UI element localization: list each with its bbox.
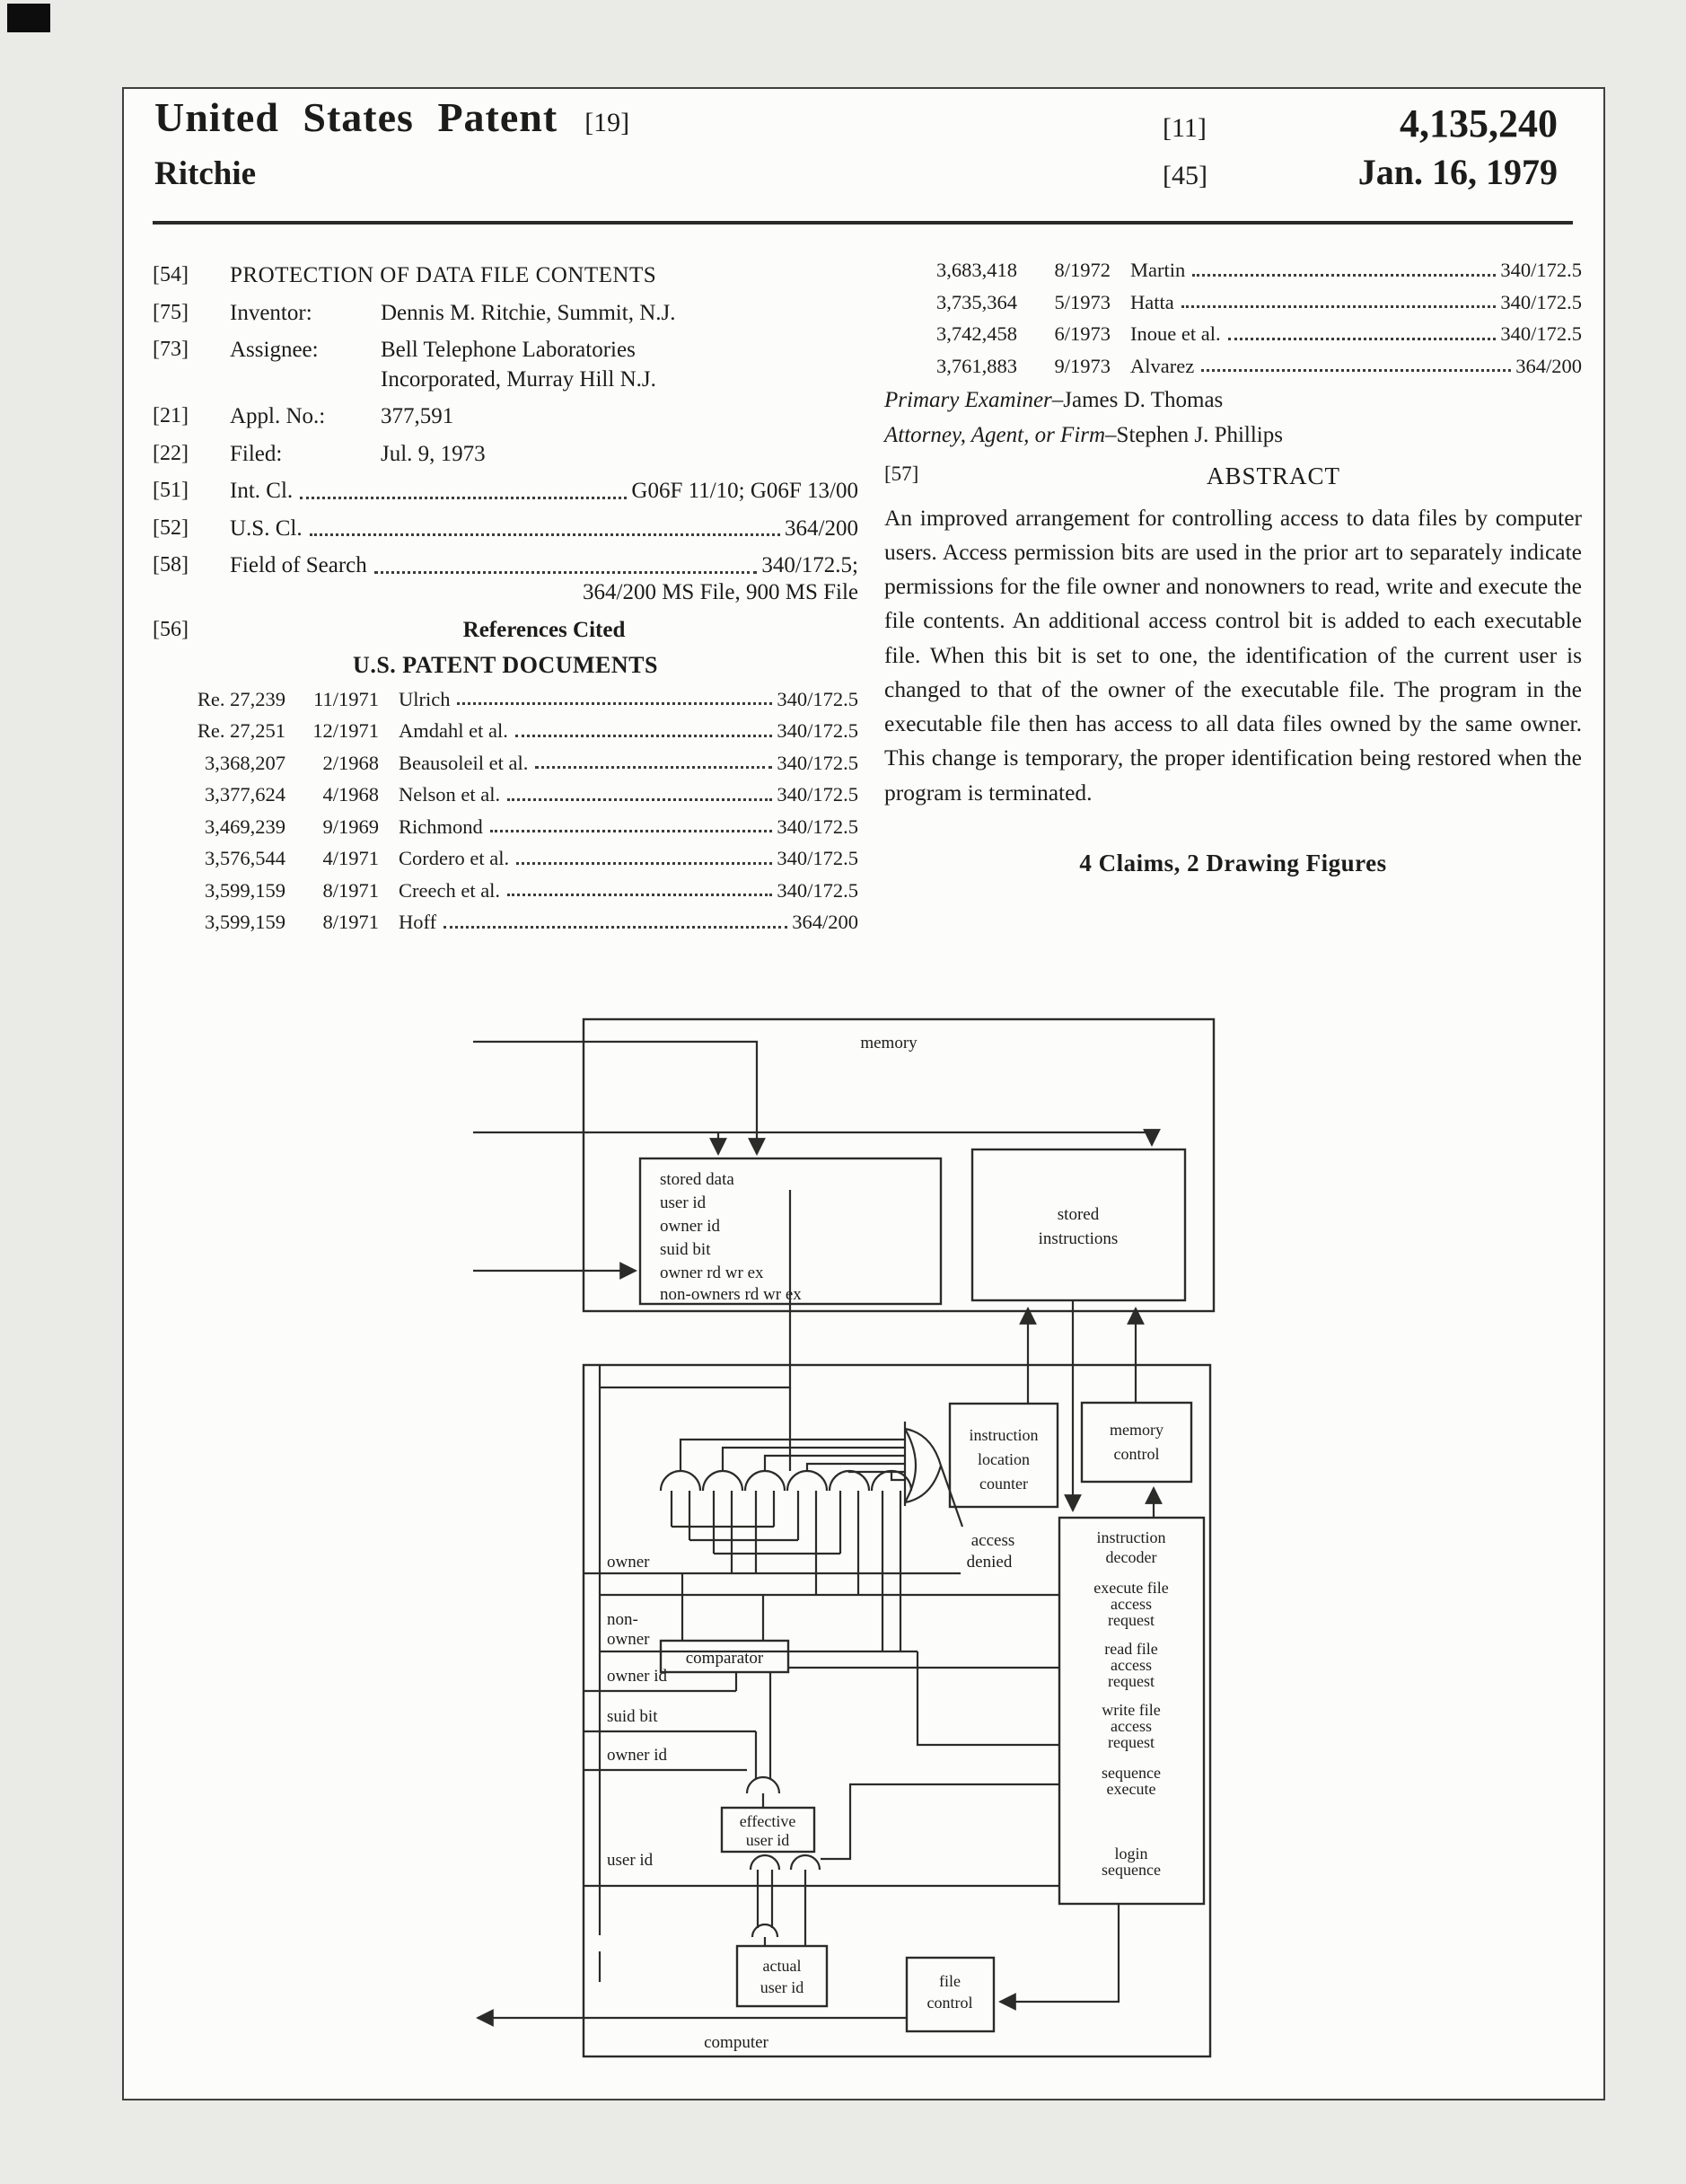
dot-leader: [1192, 274, 1496, 277]
field-label: U.S. Cl.: [230, 515, 303, 541]
reference-date: 12/1971: [312, 719, 379, 743]
field-tag: [21]: [153, 404, 189, 427]
sequence-execute-wire: [821, 1784, 1059, 1859]
stored-instructions-label: instructions: [1038, 1229, 1119, 1248]
references-table-right: [884, 259, 1582, 378]
decoder-row-label: execute: [1106, 1780, 1156, 1798]
header-rule: [153, 221, 1573, 225]
field-assignee-line2: [153, 366, 858, 394]
reference-number: 3,761,883: [936, 354, 1017, 377]
memory-control-box: [1082, 1403, 1191, 1482]
reference-class: 340/172.5: [1500, 259, 1582, 281]
field-search-line2: 364/200 MS File, 900 MS File: [583, 579, 858, 604]
references-cited-heading: References Cited: [462, 617, 626, 642]
file-control-label: control: [926, 1994, 973, 2012]
field-tag: [75]: [153, 300, 189, 324]
access-denied-label: access: [970, 1531, 1015, 1550]
actual-user-id-label: user id: [760, 1978, 804, 1996]
field-title: [153, 262, 858, 290]
reference-row: [153, 879, 858, 903]
dot-leader: [310, 533, 780, 536]
patent-number: 4,135,240: [1400, 101, 1558, 145]
decoder-row-label: login: [1114, 1845, 1148, 1863]
reference-name: Amdahl et al.: [399, 719, 508, 743]
decoder-label: instruction: [1096, 1528, 1166, 1546]
reference-class: 340/172.5: [777, 719, 858, 743]
reference-date: 4/1968: [322, 783, 379, 806]
and-gate: [787, 1471, 827, 1491]
ilc-label: counter: [979, 1475, 1028, 1493]
dot-leader: [507, 798, 772, 801]
field-value: Incorporated, Murray Hill N.J.: [381, 366, 656, 392]
stored-instructions-label: stored: [1057, 1205, 1100, 1224]
non-owner-label: non-: [607, 1610, 638, 1629]
field-tag: [73]: [153, 338, 189, 361]
reference-row: [153, 752, 858, 776]
field-tag: [54]: [153, 263, 189, 286]
and-gate-small: [791, 1855, 820, 1870]
dot-leader: [374, 571, 758, 574]
scan-corner-mark: [7, 4, 50, 32]
decoder-row-label: request: [1108, 1611, 1155, 1629]
reference-date: 8/1971: [322, 878, 379, 902]
patent-drawing: [458, 1001, 1248, 2079]
dot-leader: [507, 894, 772, 896]
reference-date: 8/1971: [322, 911, 379, 934]
reference-class: 340/172.5: [1500, 322, 1582, 346]
reference-name: Ulrich: [399, 687, 451, 710]
stored-data-line: suid bit: [660, 1240, 711, 1259]
page-title: United States Patent: [154, 94, 558, 140]
us-patent-documents-heading: U.S. PATENT DOCUMENTS: [353, 651, 658, 678]
owner-id2-label: owner id: [607, 1746, 668, 1765]
reference-class: 340/172.5: [777, 783, 858, 806]
dot-leader: [516, 862, 772, 865]
dot-leader: [1201, 369, 1511, 372]
gate-output-wire: [807, 1464, 905, 1471]
decoder-row-label: access: [1111, 1656, 1152, 1674]
reference-name: Hatta: [1130, 290, 1174, 313]
field-tag: [153, 366, 230, 394]
reference-number: 3,377,624: [205, 783, 285, 806]
patent-date: Jan. 16, 1979: [1357, 152, 1558, 192]
field-label: Assignee:: [230, 338, 319, 362]
field-tag: [52]: [153, 515, 189, 540]
and-gate: [830, 1471, 869, 1491]
patent-header: [154, 93, 629, 141]
field-label: Field of Search: [230, 553, 367, 577]
field-inventor: [153, 300, 858, 328]
reference-number: Re. 27,251: [197, 719, 285, 743]
comparator-label: comparator: [685, 1649, 764, 1668]
dot-leader: [1181, 305, 1497, 308]
reference-date: 2/1968: [322, 751, 379, 774]
access-denied-wire: [941, 1466, 962, 1527]
stored-data-line: non-owners rd wr ex: [660, 1285, 802, 1304]
reference-number: 3,599,159: [205, 911, 285, 934]
reference-date: 6/1973: [1054, 322, 1111, 346]
reference-date: 4/1971: [322, 847, 379, 870]
field-value: G06F 11/10; G06F 13/00: [631, 479, 858, 503]
reference-class: 364/200: [1515, 354, 1582, 377]
reference-date: 9/1969: [322, 815, 379, 838]
user-id-label: user id: [607, 1851, 654, 1870]
write-request-wire: [918, 1651, 1059, 1745]
reference-number: 3,368,207: [205, 751, 285, 774]
field-tag: [56]: [153, 617, 189, 641]
effective-user-id-label: effective: [739, 1812, 796, 1830]
decoder-row-label: access: [1111, 1717, 1152, 1735]
field-tag: [51]: [153, 479, 189, 502]
reference-name: Cordero et al.: [399, 847, 510, 870]
dot-leader: [515, 735, 773, 737]
reference-name: Nelson et al.: [399, 783, 501, 806]
reference-date: 8/1972: [1054, 259, 1111, 281]
reference-row: [884, 322, 1582, 347]
reference-number: 3,683,418: [936, 259, 1017, 281]
abstract-text: An improved arrangement for controlling access to data files by computer users. Access permission bits are used in the prior art to separately indicate permissions for the file owner and nonowners to read, write and execute the file contents. An additional access control bit is added to each executable file. When this bit is set to one, the identification of the current user is changed to that of the owner of the executable file. The program in the executable file then has access to all data files owned by the same owner. This change is temporary, the proper identification being restored when the program is terminated.: [884, 504, 1582, 806]
attorney-name: –Stephen J. Phillips: [1105, 423, 1283, 448]
field-label: Inventor:: [230, 300, 312, 325]
ilc-label: instruction: [969, 1426, 1039, 1444]
decoder-row-label: write file: [1102, 1701, 1161, 1719]
reference-number: 3,576,544: [205, 847, 285, 870]
references-cited-row: [153, 618, 858, 643]
field-label: Appl. No.:: [230, 404, 326, 428]
stored-instructions-box: [972, 1149, 1185, 1300]
patent-number-tag: [11]: [1163, 113, 1207, 143]
stored-data-line: stored data: [660, 1170, 734, 1189]
and-gate-small: [751, 1855, 779, 1870]
file-control-label: file: [939, 1972, 961, 1990]
memory-input-wire: [473, 1042, 757, 1154]
field-value: 377,591: [381, 404, 454, 428]
invention-title: PROTECTION OF DATA FILE CONTENTS: [230, 263, 657, 287]
examiner-label: Primary Examiner: [884, 388, 1052, 413]
non-owner-label: owner: [607, 1630, 650, 1649]
inventor-surname: Ritchie: [154, 155, 257, 192]
suid-gate: [747, 1777, 779, 1793]
field-label: Filed:: [230, 441, 283, 466]
dot-leader: [490, 830, 773, 832]
dot-leader: [535, 766, 772, 769]
and-gate: [745, 1471, 785, 1491]
decoder-row-label: execute file: [1093, 1579, 1169, 1597]
reference-number: Re. 27,239: [197, 687, 285, 710]
field-tag: [22]: [153, 441, 189, 465]
memory-control-label: control: [1113, 1445, 1160, 1463]
decoder-row-label: sequence: [1102, 1764, 1161, 1782]
capsule-cap-gate: [752, 1924, 777, 1937]
reference-number: 3,742,458: [936, 322, 1017, 346]
reference-number: 3,735,364: [936, 290, 1017, 313]
effective-user-id-label: user id: [745, 1831, 790, 1849]
reference-row: [153, 847, 858, 871]
stored-data-line: owner id: [660, 1217, 721, 1236]
field-label: [230, 366, 381, 394]
field-value: Bell Telephone Laboratories: [381, 338, 636, 362]
and-gate: [703, 1471, 742, 1491]
reference-row: [884, 355, 1582, 379]
ilc-label: location: [978, 1450, 1030, 1468]
owner-label: owner: [607, 1553, 650, 1572]
decoder-row-label: request: [1108, 1733, 1155, 1751]
attorney-line: [884, 421, 1582, 449]
stored-data-line: user id: [660, 1193, 707, 1212]
reference-class: 364/200: [792, 911, 858, 934]
dot-leader: [300, 497, 627, 499]
reference-date: 11/1971: [313, 687, 379, 710]
reference-name: Beausoleil et al.: [399, 751, 529, 774]
gate-output-wire: [723, 1448, 905, 1471]
field-assignee: [153, 337, 858, 365]
field-value: Jul. 9, 1973: [381, 441, 486, 466]
dot-leader: [457, 702, 772, 705]
abstract-header: [884, 462, 1582, 490]
reference-row: [884, 259, 1582, 283]
abstract-heading: ABSTRACT: [1206, 462, 1341, 489]
reference-name: Alvarez: [1130, 354, 1195, 377]
reference-date: 5/1973: [1054, 290, 1111, 313]
reference-name: Creech et al.: [399, 878, 501, 902]
actual-user-id-label: actual: [762, 1957, 802, 1975]
field-value: 340/172.5;: [761, 553, 858, 577]
or-gate: [905, 1429, 941, 1502]
reference-class: 340/172.5: [1500, 290, 1582, 313]
field-label: Int. Cl.: [230, 479, 294, 503]
field-tag: [58]: [153, 553, 189, 577]
right-column: [884, 259, 1582, 877]
title-bracket-tag: [19]: [584, 108, 630, 137]
reference-class: 340/172.5: [777, 847, 858, 870]
field-search: [153, 552, 858, 580]
decoder-row-label: access: [1111, 1595, 1152, 1613]
reference-number: 3,599,159: [205, 878, 285, 902]
reference-row: [153, 911, 858, 935]
reference-class: 340/172.5: [777, 815, 858, 838]
decoder-row-label: request: [1108, 1672, 1155, 1690]
reference-row: [153, 719, 858, 744]
reference-name: Martin: [1130, 259, 1186, 281]
dot-leader: [1228, 338, 1497, 340]
reference-row: [153, 783, 858, 807]
left-column: [153, 262, 858, 943]
reference-class: 340/172.5: [777, 878, 858, 902]
field-us-cl: [153, 515, 858, 543]
reference-row: [884, 291, 1582, 315]
reference-date: 9/1973: [1054, 354, 1111, 377]
reference-name: Hoff: [399, 911, 437, 934]
field-filed: [153, 441, 858, 469]
reference-name: Inoue et al.: [1130, 322, 1221, 346]
field-value: Dennis M. Ritchie, Summit, N.J.: [381, 300, 676, 325]
date-tag: [45]: [1163, 161, 1207, 190]
attorney-label: Attorney, Agent, or Firm: [884, 423, 1106, 448]
suid-bit-label: suid bit: [607, 1707, 658, 1726]
references-table-left: [153, 688, 858, 935]
field-int-cl: [153, 478, 858, 506]
dot-leader: [443, 926, 787, 929]
decoder-row-label: sequence: [1102, 1861, 1161, 1879]
reference-class: 340/172.5: [777, 687, 858, 710]
actual-user-id-box: [737, 1946, 827, 2006]
field-appl-no: [153, 403, 858, 431]
memory-control-label: memory: [1110, 1421, 1164, 1439]
reference-row: [153, 815, 858, 840]
field-tag: [57]: [884, 462, 919, 485]
decoder-label: decoder: [1105, 1548, 1157, 1566]
field-value: 364/200: [785, 515, 858, 541]
patent-number-row: [1163, 101, 1558, 146]
patent-date-row: [1163, 151, 1558, 193]
reference-row: [153, 688, 858, 712]
reference-name: Richmond: [399, 815, 483, 838]
reference-class: 340/172.5: [777, 751, 858, 774]
examiner-name: –James D. Thomas: [1051, 388, 1224, 413]
memory-label: memory: [860, 1034, 918, 1052]
reference-number: 3,469,239: [205, 815, 285, 838]
computer-label: computer: [704, 2033, 768, 2052]
claims-line: 4 Claims, 2 Drawing Figures: [1079, 849, 1387, 876]
decoder-row-label: read file: [1104, 1640, 1158, 1658]
stored-data-line: owner rd wr ex: [660, 1264, 764, 1282]
owner-id-label: owner id: [607, 1667, 668, 1686]
access-denied-label: denied: [966, 1553, 1013, 1572]
login-sequence-wire: [1000, 1904, 1119, 2002]
primary-examiner-line: [884, 386, 1582, 414]
and-gate: [661, 1471, 700, 1491]
memory-input-wire: [473, 1132, 1152, 1145]
